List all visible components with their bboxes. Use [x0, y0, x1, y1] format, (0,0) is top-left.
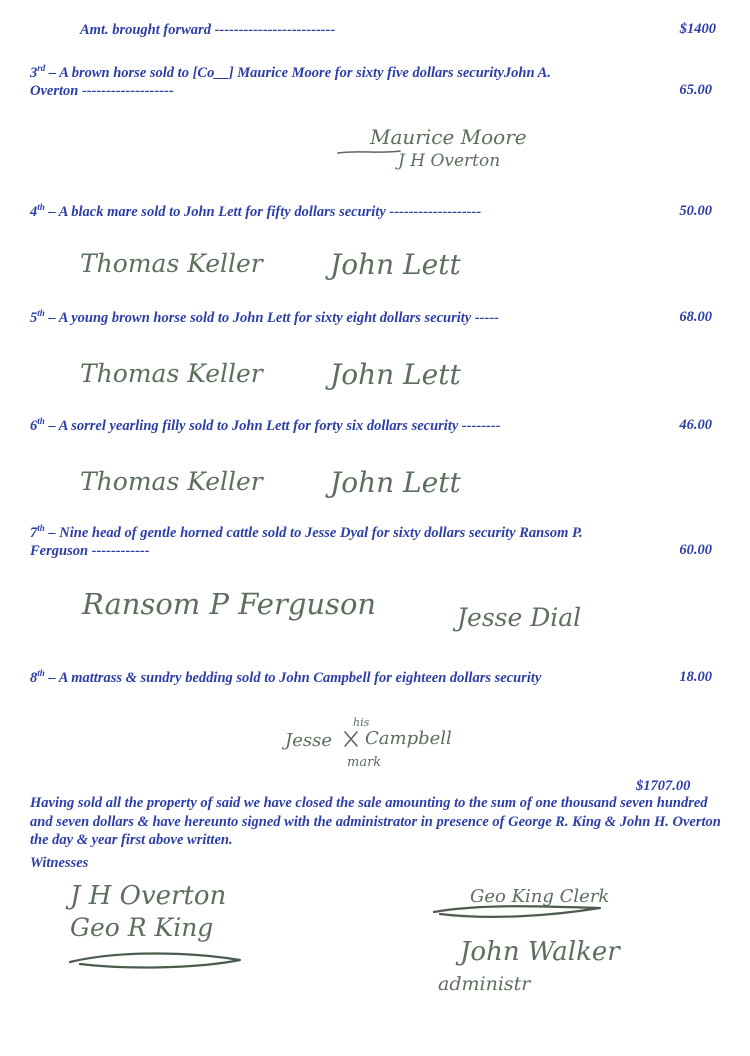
signature-text: John Walker [460, 937, 620, 967]
signature-text: J H Overton [70, 881, 227, 911]
signature-text: John Lett [330, 466, 461, 499]
entry-8-line1: 8th – A mattrass & sundry bedding sold to John Campbell for eighteen dollars security [30, 668, 542, 686]
signature-text: J H Overton [398, 151, 501, 171]
signature-text: John Lett [330, 358, 461, 391]
signature-row-8 [285, 712, 545, 772]
entry-3-amount: 65.00 [679, 82, 712, 98]
witnesses-label: Witnesses [30, 855, 89, 871]
signature-text: Thomas Keller [80, 249, 263, 278]
signature-text: Jesse Dial [457, 603, 582, 632]
entry-7-amount: 60.00 [679, 542, 712, 558]
entry-7-line1: 7th – Nine head of gentle horned cattle sold to Jesse Dyal for sixty dollars security Ransom P. [30, 523, 583, 541]
entry-6-amount: 46.00 [679, 417, 712, 433]
entry-6-line1: 6th – A sorrel yearling filly sold to John Lett for forty six dollars security -------- [30, 416, 501, 434]
signature-row-7 [82, 580, 612, 640]
signature-text: John Lett [330, 248, 461, 281]
entry-8-amount: 18.00 [679, 669, 712, 685]
signature-text: Geo R King [70, 913, 214, 942]
signature-row-5 [80, 350, 540, 394]
signature-maurice-moore [330, 120, 610, 180]
entry-3-line2: Overton ------------------- [30, 83, 174, 99]
administrator-signatures [430, 880, 710, 1000]
signature-text: his [353, 716, 370, 729]
entry-5-amount: 68.00 [679, 309, 712, 325]
closing-paragraph: Having sold all the property of said we have closed the sale amounting to the sum of one thousand seven hundred and seven dollars & have hereunto signed with the administrator in presence of George R. King & John H. Overton the day & year first above written. [30, 795, 721, 848]
entry-4-amount: 50.00 [679, 203, 712, 219]
entry-3-line1: 3rd – A brown horse sold to [Co__] Maurice Moore for sixty five dollars securityJohn A. [30, 63, 551, 81]
signature-flourish [338, 151, 400, 153]
entry-4-line1: 4th – A black mare sold to John Lett for fifty dollars security ------------------- [30, 202, 482, 220]
mark-x [345, 732, 357, 746]
signature-row-6 [80, 458, 540, 502]
signature-text: Jesse [285, 730, 332, 751]
entry-7-line2: Ferguson ------------ [30, 543, 150, 559]
brought-forward-amount: $1400 [679, 21, 716, 37]
signature-text: Campbell [365, 728, 452, 749]
signature-text: Geo King Clerk [470, 886, 610, 907]
signature-text: administr [438, 973, 531, 995]
signature-flourish [434, 906, 600, 917]
signature-text: Ransom P Ferguson [82, 587, 377, 621]
witness-signatures [60, 872, 360, 982]
total-amount: $1707.00 [636, 778, 691, 794]
brought-forward-label: Amt. brought forward ------------------------- [80, 22, 336, 38]
signature-row-4 [80, 240, 540, 284]
signature-text: Thomas Keller [80, 359, 263, 388]
signature-text: mark [347, 755, 382, 770]
entry-5-line1: 5th – A young brown horse sold to John Lett for sixty eight dollars security ----- [30, 308, 499, 326]
signature-text: Maurice Moore [370, 125, 527, 149]
signature-text: Thomas Keller [80, 467, 263, 496]
signature-flourish [70, 954, 240, 968]
